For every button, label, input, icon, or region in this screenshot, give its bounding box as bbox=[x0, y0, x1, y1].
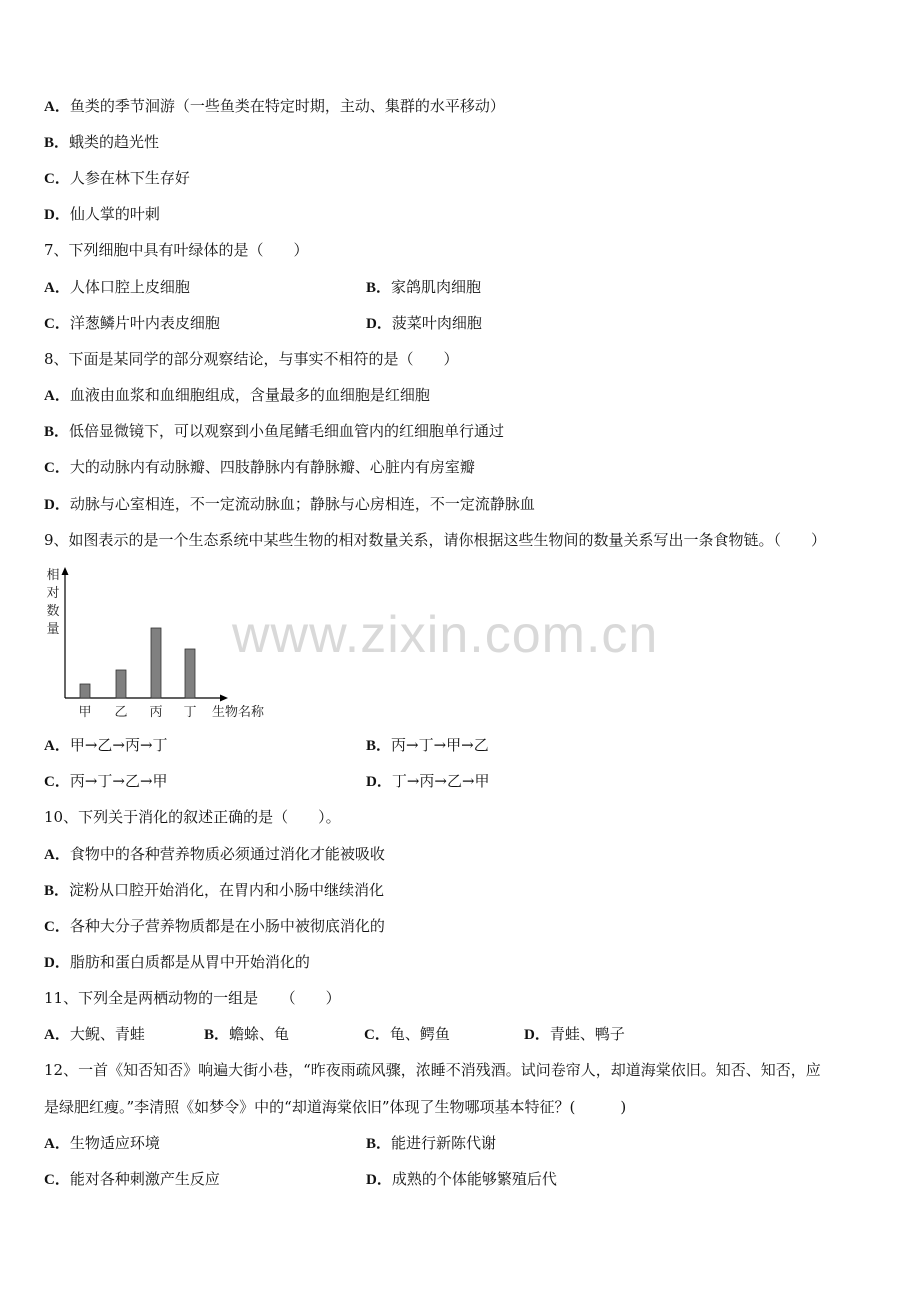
option-text: 淀粉从口腔开始消化，在胃内和小肠中继续消化 bbox=[69, 881, 385, 899]
option-text: 甲→乙→丙→丁 bbox=[69, 736, 168, 754]
option-text: 丙→丁→乙→甲 bbox=[69, 772, 168, 790]
option-text: 龟、鳄鱼 bbox=[389, 1025, 450, 1043]
option-text: 能对各种刺激产生反应 bbox=[69, 1170, 220, 1188]
option-text: 能进行新陈代谢 bbox=[391, 1134, 497, 1152]
option-text: 鱼类的季节洄游（一些鱼类在特定时期，主动、集群的水平移动） bbox=[69, 97, 505, 115]
x-tick-label: 甲 bbox=[78, 705, 92, 720]
q12-option-d bbox=[366, 1169, 557, 1190]
option-text: 食物中的各种营养物质必须通过消化才能被吸收 bbox=[69, 845, 385, 863]
q8-option-c bbox=[44, 457, 475, 478]
option-letter: A． bbox=[44, 847, 70, 863]
y-axis-label-char: 对 bbox=[46, 586, 60, 601]
q11-option-d bbox=[524, 1024, 625, 1045]
q12-option-b bbox=[366, 1133, 496, 1154]
option-letter: A． bbox=[44, 1136, 70, 1152]
q12-option-c bbox=[44, 1169, 220, 1190]
q8-option-d bbox=[44, 494, 535, 515]
option-text: 丙→丁→甲→乙 bbox=[391, 736, 489, 754]
option-letter: B． bbox=[44, 883, 70, 899]
option-letter: C． bbox=[44, 460, 70, 476]
option-text: 低倍显微镜下，可以观察到小鱼尾鳍毛细血管内的红细胞单行通过 bbox=[69, 422, 505, 440]
option-text: 洋葱鳞片叶内表皮细胞 bbox=[69, 314, 220, 332]
y-axis-label bbox=[46, 567, 59, 637]
q9-option-c bbox=[44, 771, 168, 792]
bar-0 bbox=[80, 684, 90, 698]
option-letter: B． bbox=[366, 1136, 392, 1152]
bar-1 bbox=[116, 670, 126, 698]
option-letter: B． bbox=[44, 424, 70, 440]
option-letter: D． bbox=[44, 207, 70, 223]
watermark: www.zixin.com.cn bbox=[232, 606, 659, 664]
q9-option-d bbox=[366, 771, 490, 792]
q9-option-a bbox=[44, 735, 168, 756]
option-letter: A． bbox=[44, 738, 70, 754]
option-letter: B． bbox=[204, 1027, 230, 1043]
option-letter: B． bbox=[366, 280, 392, 296]
option-letter: B． bbox=[44, 135, 70, 151]
q9-option-b bbox=[366, 735, 489, 756]
option-letter: C． bbox=[44, 1172, 70, 1188]
x-axis-arrow bbox=[220, 695, 228, 702]
y-axis-label-char: 相 bbox=[46, 568, 60, 583]
option-letter: A． bbox=[44, 99, 70, 115]
option-letter: B． bbox=[366, 738, 392, 754]
q7-stem: 7、下列细胞中具有叶绿体的是（ ） bbox=[44, 241, 309, 259]
q7-option-c bbox=[44, 313, 220, 334]
option-text: 菠菜叶肉细胞 bbox=[391, 314, 482, 332]
option-letter: C． bbox=[44, 919, 70, 935]
option-text: 丁→丙→乙→甲 bbox=[391, 772, 490, 790]
q8-option-b bbox=[44, 421, 504, 442]
q11-option-c bbox=[364, 1024, 450, 1045]
option-letter: A． bbox=[44, 388, 70, 404]
q12-stem-line2: 是绿肥红瘦。”李清照《如梦令》中的“却道海棠依旧”体现了生物哪项基本特征？( ) bbox=[44, 1098, 627, 1116]
q7-option-a bbox=[44, 277, 190, 298]
y-axis-arrow bbox=[62, 567, 69, 575]
option-text: 血液由血浆和血细胞组成，含量最多的血细胞是红细胞 bbox=[69, 386, 430, 404]
q9-stem: 9、如图表示的是一个生态系统中某些生物的相对数量关系，请你根据这些生物间的数量关系写出一条食物链。（ ） bbox=[44, 531, 827, 549]
q5-option-a bbox=[44, 96, 505, 117]
bar-3 bbox=[185, 649, 195, 698]
option-text: 成熟的个体能够繁殖后代 bbox=[391, 1170, 557, 1188]
option-text: 脂肪和蛋白质都是从胃中开始消化的 bbox=[69, 953, 310, 971]
option-letter: C． bbox=[44, 171, 70, 187]
q5-option-c bbox=[44, 168, 190, 189]
option-text: 青蛙、鸭子 bbox=[549, 1025, 625, 1043]
option-letter: C． bbox=[44, 316, 70, 332]
y-axis-label-char: 数 bbox=[46, 604, 60, 619]
option-text: 人参在林下生存好 bbox=[69, 169, 190, 187]
option-text: 动脉与心室相连，不一定流动脉血；静脉与心房相连，不一定流静脉血 bbox=[69, 495, 535, 513]
q5-option-d bbox=[44, 204, 160, 225]
q12-stem-line1: 12、一首《知否知否》响遍大街小巷，“昨夜雨疏风骤，浓睡不消残酒。试问卷帘人，却道海棠依旧。知否、知否，应 bbox=[44, 1061, 821, 1079]
option-letter: D． bbox=[524, 1027, 550, 1043]
q7-option-b bbox=[366, 277, 481, 298]
q11-stem: 11、下列全是两栖动物的一组是 （ ） bbox=[44, 989, 341, 1007]
q10-stem: 10、下列关于消化的叙述正确的是（ ）。 bbox=[44, 808, 341, 826]
y-axis-label-char: 量 bbox=[46, 622, 60, 637]
q10-option-d bbox=[44, 952, 310, 973]
option-letter: A． bbox=[44, 280, 70, 296]
option-letter: D． bbox=[44, 955, 70, 971]
q5-option-b bbox=[44, 132, 159, 153]
option-letter: D． bbox=[366, 316, 392, 332]
option-letter: D． bbox=[366, 1172, 392, 1188]
q12-option-a bbox=[44, 1133, 160, 1154]
q8-option-a bbox=[44, 385, 430, 406]
option-letter: C． bbox=[364, 1027, 390, 1043]
x-tick-label: 丙 bbox=[149, 705, 163, 720]
q11-option-b bbox=[204, 1024, 289, 1045]
option-text: 大鲵、青蛙 bbox=[69, 1025, 145, 1043]
option-text: 家鸽肌肉细胞 bbox=[391, 278, 482, 296]
option-text: 蛾类的趋光性 bbox=[69, 133, 160, 151]
option-text: 人体口腔上皮细胞 bbox=[69, 278, 190, 296]
q10-option-c bbox=[44, 916, 385, 937]
x-tick-label: 丁 bbox=[183, 705, 197, 720]
q10-option-b bbox=[44, 880, 384, 901]
bar-2 bbox=[151, 628, 161, 698]
q8-stem: 8、下面是某同学的部分观察结论，与事实不相符的是（ ） bbox=[44, 350, 459, 368]
q7-option-d bbox=[366, 313, 482, 334]
option-text: 生物适应环境 bbox=[69, 1134, 160, 1152]
option-letter: C． bbox=[44, 774, 70, 790]
option-letter: D． bbox=[366, 774, 392, 790]
option-text: 大的动脉内有动脉瓣、四肢静脉内有静脉瓣、心脏内有房室瓣 bbox=[69, 458, 475, 476]
option-text: 各种大分子营养物质都是在小肠中被彻底消化的 bbox=[69, 917, 385, 935]
option-text: 蟾蜍、龟 bbox=[229, 1025, 290, 1043]
q11-option-a bbox=[44, 1024, 145, 1045]
option-letter: D． bbox=[44, 497, 70, 513]
option-letter: A． bbox=[44, 1027, 70, 1043]
x-tick-label: 乙 bbox=[114, 705, 128, 720]
q10-option-a bbox=[44, 844, 385, 865]
option-text: 仙人掌的叶刺 bbox=[69, 205, 160, 223]
x-axis-label: 生物名称 bbox=[212, 705, 265, 720]
